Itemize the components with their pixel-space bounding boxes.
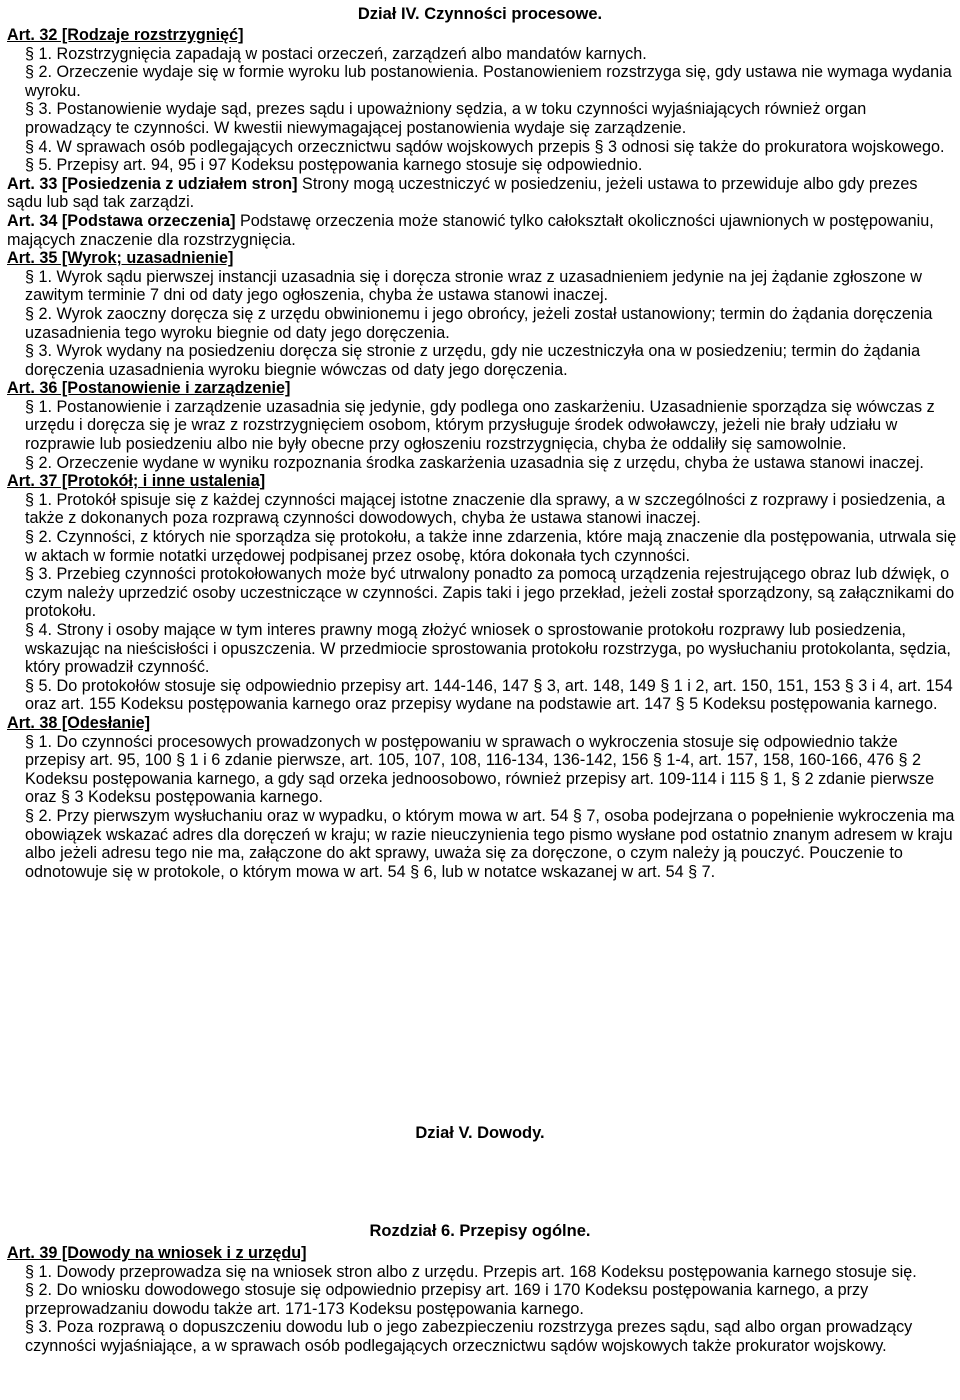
art32-par2: § 2. Orzeczenie wydaje się w formie wyroku lub postanowienia. Postanowieniem rozstrzyga się, gdy ustawa nie wymaga wydania wyroku. (25, 63, 952, 100)
art36-par2: § 2. Orzeczenie wydane w wyniku rozpoznania środka zaskarżenia uzasadnia się z urzędu, chyba że ustawa stanowi inaczej. (25, 453, 924, 472)
art37-par2: § 2. Czynności, z których nie sporządza się protokołu, a także inne zdarzenia, które mają znaczenie dla postępowania, utrwala się w aktach w formie notatki urzędowej podpisanej przez osobę, która dokonała tych czynności. (25, 528, 957, 565)
art38-par2: § 2. Przy pierwszym wysłuchaniu oraz w wypadku, o którym mowa w art. 54 § 7, osoba podejrzana o popełnienie wykroczenia ma obowiązek wskazać adres dla doręczeń w kraju; w razie nieuczynienia tego pismo wysłane pod ostatnio znanym adresem w kraju albo jeżeli adresu tego nie ma, załączone do akt sprawy, uważa się za doręczone, o czym należy ją pouczyć. Pouczenie to odnotowuje się w protokole, o którym mowa w art. 54 § 6, lub w notatce wskazanej w art. 54 § 7. (25, 806, 955, 881)
art39-par3: § 3. Poza rozprawą o dopuszczeniu dowodu lub o jego zabezpieczeniu rozstrzyga prezes sądu, sąd albo organ prowadzący czynności wyjaśniające, a w sprawach osób podlegających orzecznictwu sądów wojskowych także prokurator wojskowy. (25, 1318, 913, 1355)
art35-par1: § 1. Wyrok sądu pierwszej instancji uzasadnia się i doręcza stronie wraz z uzasadnieniem jedynie na jej żądanie zgłoszone w zawitym terminie 7 dni od daty jego ogłoszenia, chyba że ustawa stanowi inaczej. (25, 267, 922, 305)
art32-par5: § 5. Przepisy art. 94, 95 i 97 Kodeksu postępowania karnego stosuje się odpowiednio. (25, 156, 643, 175)
art37-par1: § 1. Protokół spisuje się z każdej czynności mającej istotne znaczenie dla sprawy, a w szczególności z rozprawy i posiedzenia, a także z dokonanych poza rozprawą czynności dowodowych, chyba że ustawa stanowi inaczej. (25, 490, 946, 528)
art32-par1: § 1. Rozstrzygnięcia zapadają w postaci orzeczeń, zarządzeń albo mandatów karnych. (25, 44, 647, 63)
art39-title: Art. 39 [Dowody na wniosek i z urzędu] (7, 1244, 307, 1262)
art38-par1: § 1. Do czynności procesowych prowadzonych w postępowaniu w sprawach o wykroczenia stosuje się odpowiednio także przepisy art. 95, 100 § 1 i 6 zdanie pierwsze, art. 105, 107, 108, 116-134, 136-142, 156 § 1-4, art. 157, 158, 160-166, 476 § 2 Kodeksu postępowania karnego, a gdy sąd orzeka jednoosobowo, również przepisy art. 109-114 i 115 § 1, § 2 zdanie pierwsze oraz § 3 Kodeksu postępowania karnego. (25, 732, 935, 807)
art33-title: Art. 33 [Posiedzenia z udziałem stron] (7, 174, 298, 193)
chapter-heading-6: Rozdział 6. Przepisy ogólne. (369, 1222, 591, 1240)
art33-paragraph (7, 175, 957, 212)
section-heading-v: Dział V. Dowody. (415, 1124, 545, 1142)
art32-par3: § 3. Postanowienie wydaje sąd, prezes sądu i upoważniony sędzia, a w toku czynności wyjaśniających również organ prowadzący te czynności. W kwestii niewymagającej postanowienia wydaje się zarządzenie. (25, 100, 867, 137)
art38-title: Art. 38 [Odesłanie] (7, 713, 151, 732)
art37-par5: § 5. Do protokołów stosuje się odpowiednio przepisy art. 144-146, 147 § 3, art. 148, 149 § 1 i 2, art. 150, 151, 153 § 3 i 4, art. 154 oraz art. 155 Kodeksu postępowania karnego oraz przepisy wydane na podstawie art. 147 § 5 Kodeksu postępowania karnego. (25, 676, 953, 714)
section-heading-iv: Dział IV. Czynności procesowe. (357, 5, 603, 23)
art36-title: Art. 36 [Postanowienie i zarządzenie] (7, 379, 291, 398)
art39-par1: § 1. Dowody przeprowadza się na wniosek stron albo z urzędu. Przepis art. 168 Kodeksu postępowania karnego stosuje się. (25, 1262, 917, 1281)
art37-title: Art. 37 [Protokół; i inne ustalenia] (7, 472, 266, 491)
art35-par3: § 3. Wyrok wydany na posiedzeniu doręcza się stronie z urzędu, gdy nie uczestniczyła ona w posiedzeniu; termin do żądania doręczenia uzasadnienia wyroku biegnie wówczas od daty jego doręczenia. (25, 342, 921, 379)
art34-text: Podstawę orzeczenia może stanowić tylko całokształt okoliczności ujawnionych w postępowaniu, mających znaczenie dla rozstrzygnięcia. (7, 211, 934, 249)
text-block-evidence (7, 1244, 957, 1356)
art33-text: Strony mogą uczestniczyć w posiedzeniu, jeżeli ustawa to przewiduje albo gdy prezes sądu lub sąd tak zarządzi. (7, 174, 918, 212)
art37-par4: § 4. Strony i osoby mające w tym interes prawny mogą złożyć wniosek o sprostowanie protokołu rozprawy lub posiedzenia, wskazując na nieścisłości i opuszczenia. W przedmiocie sprostowania protokołu rozstrzyga, po wysłuchaniu protokolanta, sędzia, który prowadził czynność. (25, 621, 951, 677)
art36-par1: § 1. Postanowienie i zarządzenie uzasadnia się jedynie, gdy podlega ono zaskarżeniu. Uzasadnienie sporządza się wówczas z urzędu i doręcza się je wraz z rozstrzygnięciem osobom, którym przysługuje środek odwoławczy, jeżeli nie brały udziału w rozprawie lub posiedzeniu albo nie były obecne przy ogłoszeniu rozstrzygnięcia, chyba że oddaliły się samowolnie. (25, 397, 935, 454)
art34-title: Art. 34 [Podstawa orzeczenia] (7, 211, 236, 230)
art34-paragraph (7, 212, 957, 249)
art37-par3: § 3. Przebieg czynności protokołowanych może być utrwalony ponadto za pomocą urządzenia rejestrującego obraz lub dźwięk, o czym należy uprzedzić osoby uczestniczące w czynności. Zapis taki i jego przekład, jeżeli został sporządzony, są załącznikami do protokołu. (25, 565, 955, 621)
art32-title: Art. 32 [Rodzaje rozstrzygnięć] (7, 26, 244, 44)
text-block-main (7, 26, 957, 881)
art35-title: Art. 35 [Wyrok; uzasadnienie] (7, 249, 234, 268)
art32-par4: § 4. W sprawach osób podlegających orzecznictwu sądów wojskowych przepis § 3 odnosi się także do prokuratora wojskowego. (25, 137, 945, 156)
art35-par2: § 2. Wyrok zaoczny doręcza się z urzędu obwinionemu i jego obrońcy, jeżeli został ustanowiony; termin do żądania doręczenia uzasadnienia tego wyroku biegnie od daty jego doręczenia. (25, 304, 933, 342)
art39-par2: § 2. Do wniosku dowodowego stosuje się odpowiednio przepisy art. 169 i 170 Kodeksu postępowania karnego, a przy przeprowadzaniu dowodu także art. 171-173 Kodeksu postępowania karnego. (25, 1281, 869, 1318)
